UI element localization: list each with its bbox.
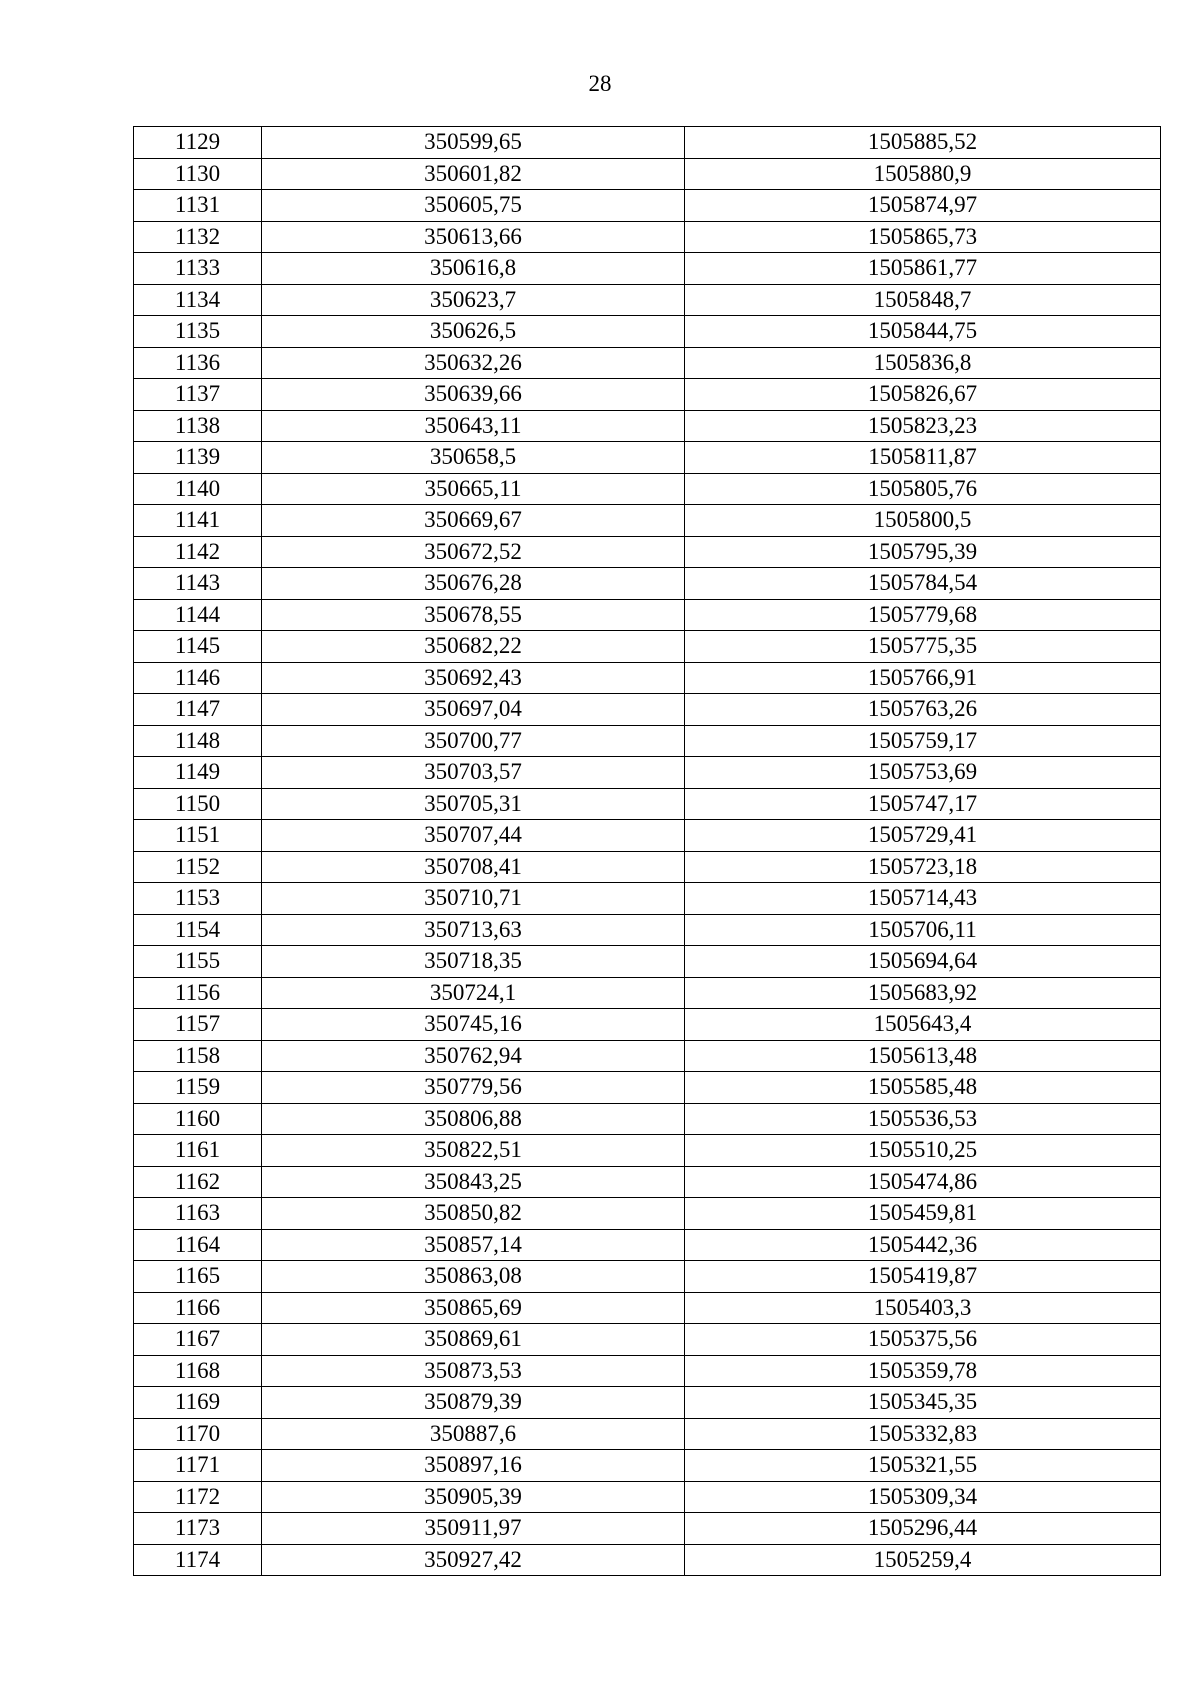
x-coordinate-cell: 350658,5 [262,442,685,474]
x-coordinate-cell: 350879,39 [262,1387,685,1419]
y-coordinate-cell: 1505759,17 [685,725,1161,757]
y-coordinate-cell: 1505826,67 [685,379,1161,411]
x-coordinate-cell: 350705,31 [262,788,685,820]
point-number-cell: 1172 [134,1481,262,1513]
y-coordinate-cell: 1505805,76 [685,473,1161,505]
y-coordinate-cell: 1505729,41 [685,820,1161,852]
point-number-cell: 1139 [134,442,262,474]
table-row [134,568,1161,600]
table-row [134,1513,1161,1545]
table-row [134,158,1161,190]
x-coordinate-cell: 350863,08 [262,1261,685,1293]
y-coordinate-cell: 1505823,23 [685,410,1161,442]
x-coordinate-cell: 350639,66 [262,379,685,411]
x-coordinate-cell: 350806,88 [262,1103,685,1135]
table-row [134,694,1161,726]
x-coordinate-cell: 350682,22 [262,631,685,663]
y-coordinate-cell: 1505332,83 [685,1418,1161,1450]
y-coordinate-cell: 1505459,81 [685,1198,1161,1230]
x-coordinate-cell: 350707,44 [262,820,685,852]
point-number-cell: 1140 [134,473,262,505]
x-coordinate-cell: 350927,42 [262,1544,685,1576]
x-coordinate-cell: 350613,66 [262,221,685,253]
y-coordinate-cell: 1505345,35 [685,1387,1161,1419]
y-coordinate-cell: 1505723,18 [685,851,1161,883]
table-row [134,473,1161,505]
y-coordinate-cell: 1505694,64 [685,946,1161,978]
x-coordinate-cell: 350724,1 [262,977,685,1009]
y-coordinate-cell: 1505585,48 [685,1072,1161,1104]
y-coordinate-cell: 1505474,86 [685,1166,1161,1198]
point-number-cell: 1173 [134,1513,262,1545]
point-number-cell: 1131 [134,190,262,222]
y-coordinate-cell: 1505848,7 [685,284,1161,316]
y-coordinate-cell: 1505747,17 [685,788,1161,820]
x-coordinate-cell: 350905,39 [262,1481,685,1513]
table-row [134,1198,1161,1230]
point-number-cell: 1135 [134,316,262,348]
point-number-cell: 1145 [134,631,262,663]
y-coordinate-cell: 1505613,48 [685,1040,1161,1072]
point-number-cell: 1160 [134,1103,262,1135]
table-row [134,851,1161,883]
point-number-cell: 1138 [134,410,262,442]
table-row [134,536,1161,568]
x-coordinate-cell: 350623,7 [262,284,685,316]
table-row [134,1103,1161,1135]
table-row [134,1040,1161,1072]
point-number-cell: 1171 [134,1450,262,1482]
point-number-cell: 1155 [134,946,262,978]
y-coordinate-cell: 1505706,11 [685,914,1161,946]
point-number-cell: 1132 [134,221,262,253]
y-coordinate-cell: 1505880,9 [685,158,1161,190]
point-number-cell: 1157 [134,1009,262,1041]
table-row [134,127,1161,159]
table-row [134,757,1161,789]
table-row [134,1166,1161,1198]
point-number-cell: 1154 [134,914,262,946]
table-row [134,1229,1161,1261]
table-row [134,820,1161,852]
point-number-cell: 1170 [134,1418,262,1450]
y-coordinate-cell: 1505375,56 [685,1324,1161,1356]
y-coordinate-cell: 1505643,4 [685,1009,1161,1041]
point-number-cell: 1159 [134,1072,262,1104]
y-coordinate-cell: 1505800,5 [685,505,1161,537]
y-coordinate-cell: 1505296,44 [685,1513,1161,1545]
table-row [134,1324,1161,1356]
table-row [134,883,1161,915]
point-number-cell: 1144 [134,599,262,631]
point-number-cell: 1168 [134,1355,262,1387]
y-coordinate-cell: 1505779,68 [685,599,1161,631]
point-number-cell: 1133 [134,253,262,285]
point-number-cell: 1129 [134,127,262,159]
table-row [134,1135,1161,1167]
point-number-cell: 1149 [134,757,262,789]
x-coordinate-cell: 350822,51 [262,1135,685,1167]
point-number-cell: 1147 [134,694,262,726]
table-row [134,1418,1161,1450]
x-coordinate-cell: 350873,53 [262,1355,685,1387]
x-coordinate-cell: 350599,65 [262,127,685,159]
table-row [134,788,1161,820]
x-coordinate-cell: 350843,25 [262,1166,685,1198]
table-row [134,599,1161,631]
y-coordinate-cell: 1505836,8 [685,347,1161,379]
table-row [134,347,1161,379]
table-row [134,631,1161,663]
table-row [134,1072,1161,1104]
table-row [134,253,1161,285]
point-number-cell: 1137 [134,379,262,411]
point-number-cell: 1130 [134,158,262,190]
coordinates-table [133,126,1161,1576]
x-coordinate-cell: 350710,71 [262,883,685,915]
y-coordinate-cell: 1505321,55 [685,1450,1161,1482]
point-number-cell: 1158 [134,1040,262,1072]
x-coordinate-cell: 350779,56 [262,1072,685,1104]
y-coordinate-cell: 1505811,87 [685,442,1161,474]
y-coordinate-cell: 1505885,52 [685,127,1161,159]
x-coordinate-cell: 350665,11 [262,473,685,505]
point-number-cell: 1167 [134,1324,262,1356]
y-coordinate-cell: 1505844,75 [685,316,1161,348]
x-coordinate-cell: 350700,77 [262,725,685,757]
table-row [134,316,1161,348]
y-coordinate-cell: 1505865,73 [685,221,1161,253]
y-coordinate-cell: 1505536,53 [685,1103,1161,1135]
point-number-cell: 1162 [134,1166,262,1198]
table-row [134,505,1161,537]
y-coordinate-cell: 1505763,26 [685,694,1161,726]
table-row [134,977,1161,1009]
x-coordinate-cell: 350713,63 [262,914,685,946]
table-row [134,1387,1161,1419]
y-coordinate-cell: 1505784,54 [685,568,1161,600]
coordinates-table-body [134,127,1161,1576]
x-coordinate-cell: 350703,57 [262,757,685,789]
point-number-cell: 1153 [134,883,262,915]
point-number-cell: 1166 [134,1292,262,1324]
table-row [134,1009,1161,1041]
table-row [134,410,1161,442]
point-number-cell: 1163 [134,1198,262,1230]
point-number-cell: 1169 [134,1387,262,1419]
point-number-cell: 1164 [134,1229,262,1261]
point-number-cell: 1150 [134,788,262,820]
table-row [134,1450,1161,1482]
table-row [134,379,1161,411]
x-coordinate-cell: 350869,61 [262,1324,685,1356]
x-coordinate-cell: 350605,75 [262,190,685,222]
point-number-cell: 1148 [134,725,262,757]
x-coordinate-cell: 350762,94 [262,1040,685,1072]
table-row [134,1544,1161,1576]
point-number-cell: 1152 [134,851,262,883]
point-number-cell: 1165 [134,1261,262,1293]
y-coordinate-cell: 1505510,25 [685,1135,1161,1167]
y-coordinate-cell: 1505309,34 [685,1481,1161,1513]
x-coordinate-cell: 350887,6 [262,1418,685,1450]
point-number-cell: 1151 [134,820,262,852]
table-row [134,1355,1161,1387]
table-row [134,1261,1161,1293]
table-row [134,1481,1161,1513]
x-coordinate-cell: 350857,14 [262,1229,685,1261]
y-coordinate-cell: 1505714,43 [685,883,1161,915]
point-number-cell: 1174 [134,1544,262,1576]
x-coordinate-cell: 350601,82 [262,158,685,190]
point-number-cell: 1142 [134,536,262,568]
x-coordinate-cell: 350708,41 [262,851,685,883]
x-coordinate-cell: 350697,04 [262,694,685,726]
x-coordinate-cell: 350626,5 [262,316,685,348]
x-coordinate-cell: 350616,8 [262,253,685,285]
x-coordinate-cell: 350865,69 [262,1292,685,1324]
table-row [134,914,1161,946]
point-number-cell: 1136 [134,347,262,379]
x-coordinate-cell: 350643,11 [262,410,685,442]
x-coordinate-cell: 350678,55 [262,599,685,631]
table-row [134,442,1161,474]
x-coordinate-cell: 350718,35 [262,946,685,978]
table-row [134,1292,1161,1324]
table-row [134,284,1161,316]
table-row [134,221,1161,253]
point-number-cell: 1141 [134,505,262,537]
y-coordinate-cell: 1505861,77 [685,253,1161,285]
x-coordinate-cell: 350745,16 [262,1009,685,1041]
y-coordinate-cell: 1505442,36 [685,1229,1161,1261]
x-coordinate-cell: 350850,82 [262,1198,685,1230]
x-coordinate-cell: 350692,43 [262,662,685,694]
y-coordinate-cell: 1505359,78 [685,1355,1161,1387]
y-coordinate-cell: 1505683,92 [685,977,1161,1009]
table-row [134,190,1161,222]
table-row [134,725,1161,757]
x-coordinate-cell: 350672,52 [262,536,685,568]
point-number-cell: 1161 [134,1135,262,1167]
x-coordinate-cell: 350632,26 [262,347,685,379]
point-number-cell: 1143 [134,568,262,600]
y-coordinate-cell: 1505403,3 [685,1292,1161,1324]
table-row [134,946,1161,978]
page-number: 28 [588,71,612,96]
point-number-cell: 1156 [134,977,262,1009]
y-coordinate-cell: 1505775,35 [685,631,1161,663]
x-coordinate-cell: 350676,28 [262,568,685,600]
y-coordinate-cell: 1505795,39 [685,536,1161,568]
y-coordinate-cell: 1505753,69 [685,757,1161,789]
y-coordinate-cell: 1505259,4 [685,1544,1161,1576]
x-coordinate-cell: 350897,16 [262,1450,685,1482]
y-coordinate-cell: 1505419,87 [685,1261,1161,1293]
y-coordinate-cell: 1505766,91 [685,662,1161,694]
point-number-cell: 1134 [134,284,262,316]
x-coordinate-cell: 350669,67 [262,505,685,537]
y-coordinate-cell: 1505874,97 [685,190,1161,222]
table-row [134,662,1161,694]
point-number-cell: 1146 [134,662,262,694]
x-coordinate-cell: 350911,97 [262,1513,685,1545]
